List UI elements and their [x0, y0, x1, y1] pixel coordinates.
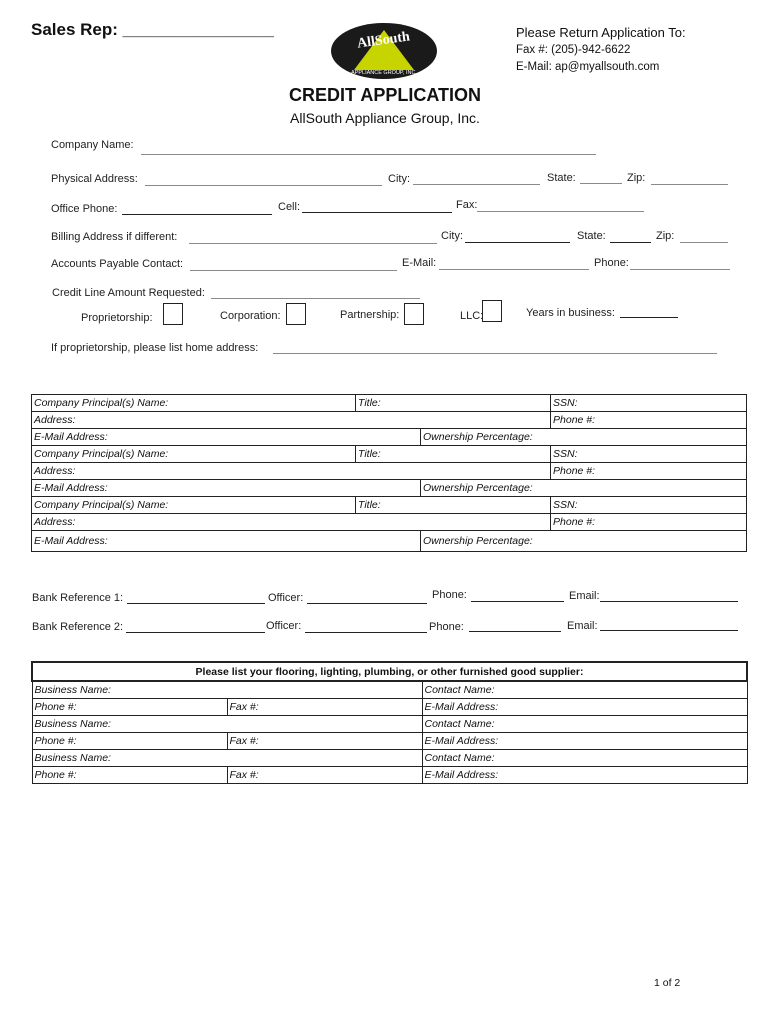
principal-email-cell[interactable]: E-Mail Address: [32, 480, 421, 497]
principal-address-cell[interactable]: Address: [32, 514, 551, 531]
principal-ownership-cell[interactable]: Ownership Percentage: [421, 480, 747, 497]
logo-top-text: AllSouth [356, 29, 411, 52]
physical-address-label: Physical Address: [51, 173, 138, 185]
supplier-business-name-cell[interactable]: Business Name: [32, 716, 422, 733]
city-label: City: [388, 173, 410, 185]
table-row [32, 733, 747, 750]
years-in-business-field[interactable] [620, 317, 678, 318]
ap-phone-label: Phone: [594, 257, 629, 269]
state-field[interactable] [580, 183, 622, 184]
partnership-label: Partnership: [340, 309, 400, 321]
accounts-payable-label: Accounts Payable Contact: [51, 258, 184, 270]
credit-line-label: Credit Line Amount Requested: [52, 287, 205, 299]
supplier-phone-cell[interactable]: Phone #: [32, 767, 227, 784]
logo-bottom-text: APPLIANCE GROUP, INC. [351, 70, 417, 76]
bank-ref1-officer-field[interactable] [307, 603, 427, 604]
principal-ownership-cell[interactable]: Ownership Percentage: [421, 531, 747, 552]
zip-field[interactable] [651, 184, 728, 185]
supplier-contact-name-cell[interactable]: Contact Name: [422, 750, 747, 767]
physical-address-field[interactable] [145, 185, 382, 186]
state-label: State: [547, 172, 576, 184]
page-subtitle: AllSouth Appliance Group, Inc. [290, 110, 480, 126]
supplier-email-cell[interactable]: E-Mail Address: [422, 699, 747, 716]
billing-address-label: Billing Address if different: [51, 231, 178, 243]
sales-rep-label: Sales Rep: ________________ [31, 20, 274, 39]
billing-address-field[interactable] [189, 243, 437, 244]
home-address-field[interactable] [273, 353, 717, 354]
principals-table [31, 394, 747, 552]
table-row [32, 750, 747, 767]
ap-phone-field[interactable] [630, 269, 730, 270]
billing-city-label: City: [441, 230, 463, 242]
supplier-email-cell[interactable]: E-Mail Address: [422, 767, 747, 784]
bank-ref2-officer-label: Officer: [266, 620, 302, 632]
corporation-checkbox[interactable] [286, 303, 306, 325]
table-row [32, 497, 747, 514]
bank-ref2-field[interactable] [126, 632, 265, 633]
billing-state-field[interactable] [610, 242, 651, 243]
table-row [32, 463, 747, 480]
fax-field[interactable] [477, 211, 644, 212]
principal-title-cell[interactable]: Title: [356, 395, 551, 412]
company-name-field[interactable] [141, 154, 596, 155]
llc-checkbox[interactable] [482, 300, 502, 322]
page-number: 1 of 2 [654, 977, 681, 989]
city-field[interactable] [413, 184, 540, 185]
supplier-heading: Please list your flooring, lighting, plumbing, or other furnished good supplier: [32, 662, 747, 681]
supplier-fax-cell[interactable]: Fax #: [227, 699, 422, 716]
partnership-checkbox[interactable] [404, 303, 424, 325]
company-name-label: Company Name: [51, 139, 134, 151]
billing-zip-label: Zip: [656, 230, 675, 242]
office-phone-label: Office Phone: [51, 203, 118, 215]
credit-line-field[interactable] [211, 298, 420, 299]
bank-ref2-label: Bank Reference 2: [32, 621, 124, 633]
bank-ref1-label: Bank Reference 1: [32, 592, 124, 604]
fax-label: Fax: [456, 199, 478, 211]
principal-ssn-cell[interactable]: SSN: [551, 446, 747, 463]
ap-email-label: E-Mail: [402, 257, 437, 269]
bank-ref1-email-field[interactable] [600, 601, 738, 602]
page-title: CREDIT APPLICATION [289, 85, 481, 105]
principal-name-cell[interactable]: Company Principal(s) Name: [32, 446, 356, 463]
supplier-phone-cell[interactable]: Phone #: [32, 733, 227, 750]
supplier-business-name-cell[interactable]: Business Name: [32, 750, 422, 767]
office-phone-field[interactable] [122, 214, 272, 215]
proprietorship-checkbox[interactable] [163, 303, 183, 325]
bank-ref1-officer-label: Officer: [268, 592, 304, 604]
bank-ref1-email-label: Email: [569, 590, 600, 602]
return-email: E-Mail: ap@myallsouth.com [516, 61, 660, 73]
table-row [32, 699, 747, 716]
principal-ownership-cell[interactable]: Ownership Percentage: [421, 429, 747, 446]
corporation-label: Corporation: [220, 310, 281, 322]
supplier-fax-cell[interactable]: Fax #: [227, 733, 422, 750]
supplier-business-name-cell[interactable]: Business Name: [32, 681, 422, 699]
return-heading: Please Return Application To: [516, 25, 686, 40]
principal-ssn-cell[interactable]: SSN: [551, 395, 747, 412]
zip-label: Zip: [627, 172, 646, 184]
supplier-email-cell[interactable]: E-Mail Address: [422, 733, 747, 750]
table-row [32, 395, 747, 412]
billing-zip-field[interactable] [680, 242, 728, 243]
principal-address-cell[interactable]: Address: [32, 412, 551, 429]
principal-email-cell[interactable]: E-Mail Address: [32, 429, 421, 446]
bank-ref1-field[interactable] [127, 603, 265, 604]
return-info [516, 24, 686, 76]
table-row [32, 662, 747, 681]
table-row [32, 514, 747, 531]
principal-title-cell[interactable]: Title: [356, 446, 551, 463]
principal-ssn-cell[interactable]: SSN: [551, 497, 747, 514]
supplier-contact-name-cell[interactable]: Contact Name: [422, 681, 747, 699]
principal-name-cell[interactable]: Company Principal(s) Name: [32, 497, 356, 514]
cell-label: Cell: [278, 201, 301, 213]
home-address-label: If proprietorship, please list home address: [51, 342, 259, 354]
principal-phone-cell[interactable]: Phone #: [551, 463, 747, 480]
table-row [32, 429, 747, 446]
principal-name-cell[interactable]: Company Principal(s) Name: [32, 395, 356, 412]
supplier-phone-cell[interactable]: Phone #: [32, 699, 227, 716]
table-row [32, 446, 747, 463]
bank-ref2-officer-field[interactable] [305, 632, 427, 633]
years-in-business-label: Years in business: [526, 307, 615, 319]
principal-email-cell[interactable]: E-Mail Address: [32, 531, 421, 552]
bank-ref2-email-label: Email: [567, 620, 598, 632]
bank-ref2-phone-label: Phone: [429, 621, 464, 633]
bank-ref1-phone-field[interactable] [471, 601, 564, 602]
table-row [32, 480, 747, 497]
bank-ref2-phone-field[interactable] [469, 631, 561, 632]
return-fax: Fax #: (205)-942-6622 [516, 44, 631, 56]
bank-ref2-email-field[interactable] [600, 630, 738, 631]
cell-field[interactable] [302, 212, 452, 213]
principal-address-cell[interactable]: Address: [32, 463, 551, 480]
allsouth-logo [330, 22, 438, 80]
llc-label: LLC: [460, 310, 484, 322]
principal-phone-cell[interactable]: Phone #: [551, 514, 747, 531]
table-row [32, 681, 747, 699]
billing-state-label: State: [577, 230, 606, 242]
bank-ref1-phone-label: Phone: [432, 589, 467, 601]
supplier-table [31, 661, 748, 784]
supplier-fax-cell[interactable]: Fax #: [227, 767, 422, 784]
accounts-payable-field[interactable] [190, 270, 397, 271]
supplier-contact-name-cell[interactable]: Contact Name: [422, 716, 747, 733]
table-row [32, 412, 747, 429]
table-row [32, 716, 747, 733]
principal-title-cell[interactable]: Title: [356, 497, 551, 514]
ap-email-field[interactable] [439, 269, 589, 270]
proprietorship-label: Proprietorship: [81, 312, 153, 324]
table-row [32, 531, 747, 552]
billing-city-field[interactable] [465, 242, 570, 243]
table-row [32, 767, 747, 784]
principal-phone-cell[interactable]: Phone #: [551, 412, 747, 429]
